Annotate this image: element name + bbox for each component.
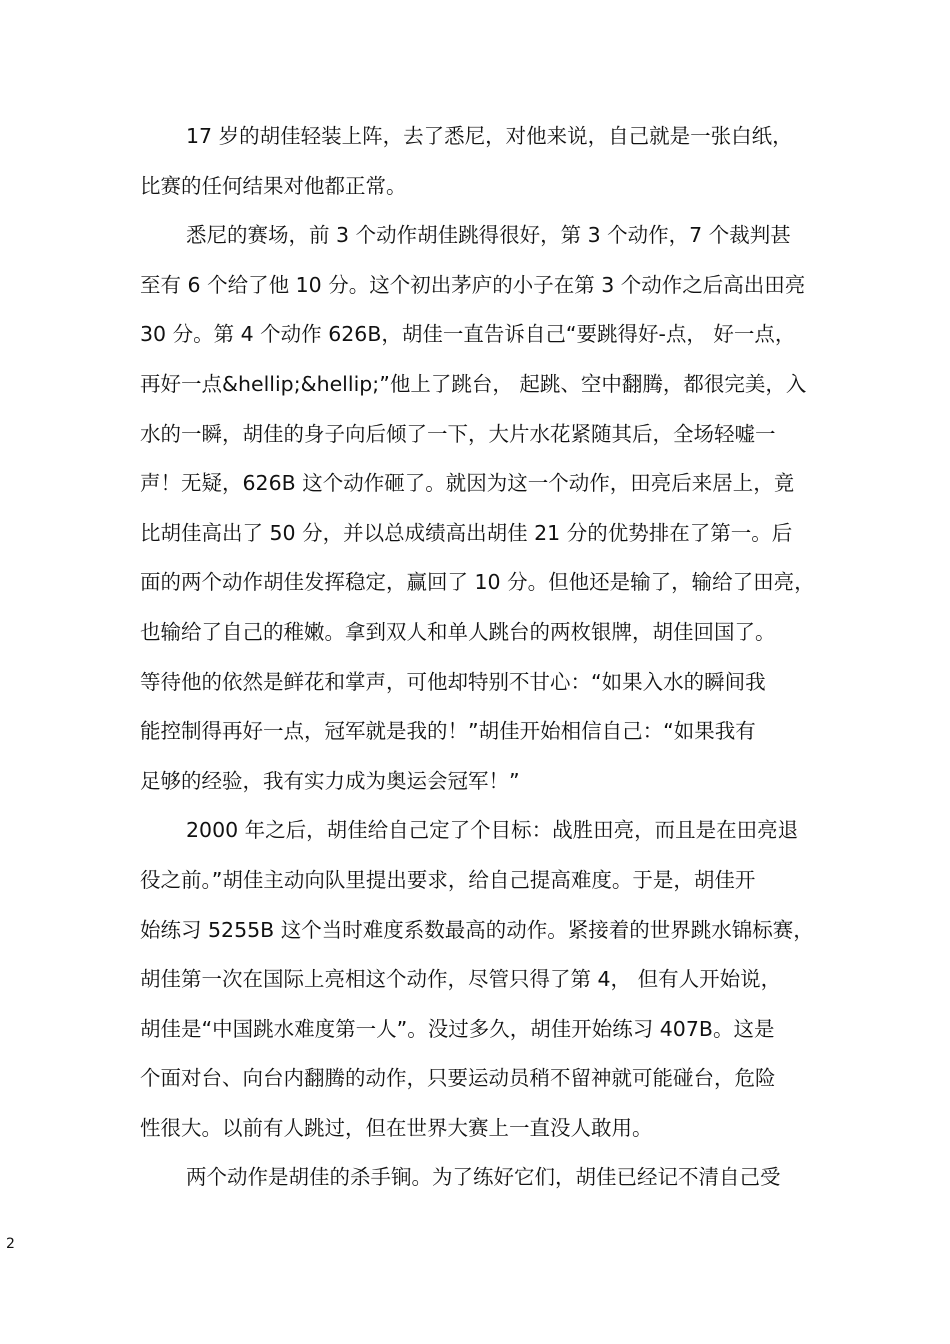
- text-line: 再好一点&hellip;&hellip;”他上了跳台， 起跳、空中翻腾，都很完美，入: [140, 371, 807, 396]
- text-line: 比赛的任何结果对他都正常。: [140, 173, 407, 198]
- text-line: 也输给了自己的稚嫩。拿到双人和单人跳台的两枚银牌，胡佳回国了。: [140, 619, 776, 644]
- text-line: 性很大。以前有人跳过，但在世界大赛上一直没人敢用。: [140, 1115, 653, 1140]
- text-line: 2000 年之后，胡佳给自己定了个目标：战胜田亮，而且是在田亮退: [186, 818, 799, 843]
- text-line: 悉尼的赛场，前 3 个动作胡佳跳得很好，第 3 个动作，7 个裁判甚: [186, 223, 791, 248]
- text-line: 胡佳是“中国跳水难度第一人”。没过多久，胡佳开始练习 407B。这是: [140, 1016, 775, 1041]
- text-line: 面的两个动作胡佳发挥稳定，赢回了 10 分。但他还是输了，输给了田亮，: [140, 570, 815, 595]
- page-number: 2: [6, 1236, 15, 1252]
- text-line: 胡佳第一次在国际上亮相这个动作，尽管只得了第 4， 但有人开始说，: [140, 967, 782, 992]
- text-line: 声！无疑，626B 这个动作砸了。就因为这一个动作，田亮后来居上，竟: [140, 471, 795, 496]
- text-line: 比胡佳高出了 50 分，并以总成绩高出胡佳 21 分的优势排在了第一。后: [140, 520, 793, 545]
- body-text: [140, 118, 830, 1209]
- text-line: 役之前。”胡佳主动向队里提出要求，给自己提高难度。于是，胡佳开: [140, 867, 756, 892]
- text-line: 等待他的依然是鲜花和掌声，可他却特别不甘心：“如果入水的瞬间我: [140, 669, 766, 694]
- text-line: 水的一瞬，胡佳的身子向后倾了一下，大片水花紧随其后，全场轻嘘一: [140, 421, 776, 446]
- text-line: 17 岁的胡佳轻装上阵，去了悉尼，对他来说，自己就是一张白纸，: [186, 124, 793, 148]
- text-line: 能控制得再好一点，冠军就是我的！”胡佳开始相信自己：“如果我有: [140, 719, 756, 744]
- text-line: 至有 6 个给了他 10 分。这个初出茅庐的小子在第 3 个动作之后高出田亮: [140, 272, 806, 297]
- text-line: 30 分。第 4 个动作 626B，胡佳一直告诉自己“要跳得好-点， 好一点，: [140, 322, 796, 347]
- text-line: 足够的经验，我有实力成为奥运会冠军！”: [140, 768, 520, 793]
- text-line: 两个动作是胡佳的杀手锏。为了练好它们，胡佳已经记不清自己受: [186, 1165, 781, 1190]
- text-line: 个面对台、向台内翻腾的动作，只要运动员稍不留神就可能碰台，危险: [140, 1066, 776, 1091]
- text-line: 始练习 5255B 这个当时难度系数最高的动作。紧接着的世界跳水锦标赛，: [140, 917, 814, 942]
